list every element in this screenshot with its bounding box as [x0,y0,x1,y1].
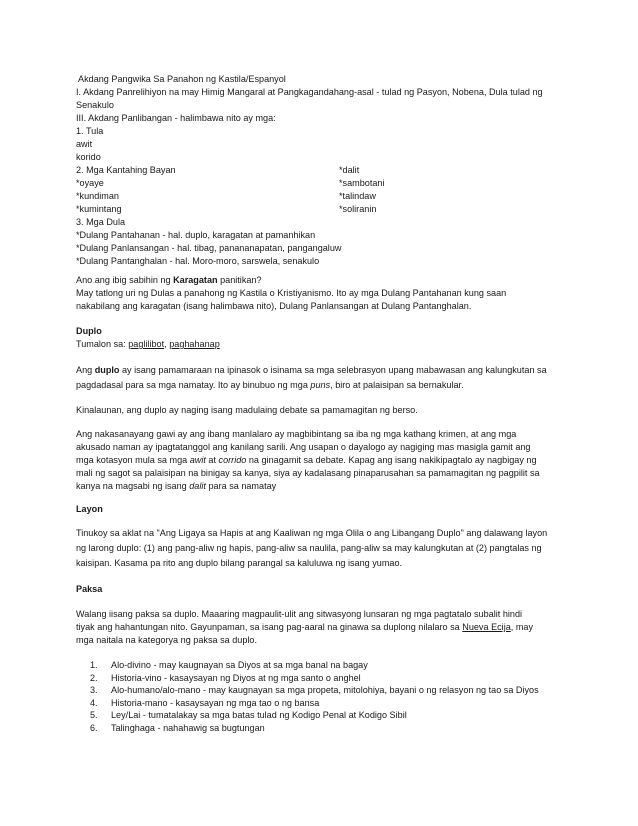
p3-line-1: Ang nakasanayang gawi ay ang ibang manlalaro ay magbibintang sa iba ng mga kathang krimen, at ang mga [76,429,517,439]
p3-line-5-pre: kanya na magsabi ng isang [76,481,190,491]
question-line [76,274,574,287]
p3-line-2: akusado naman ay ipagtatanggol ang kanilang sarili. Ang usapan o dayalogo ay nagiging mas masigla gamit ang [76,442,531,452]
p1-prefix: Ang [76,365,95,375]
p1-puns: puns [310,380,331,390]
p3-line-3-post: na ginagamit sa debate. Kapag ang isang nakikipagtalo ay nagbigay ng [246,455,537,465]
item-3-mga-dula: 3. Mga Dula [76,217,126,227]
section-1-continuation: Senakulo [76,100,114,110]
duplo-paragraph-3 [76,428,574,493]
layon-heading: Layon [76,504,103,514]
list-item-number: 6. [90,722,98,733]
kantahing-row-1 [76,164,574,177]
list-item-text: Alo-humano/alo-mano - may kaugnayan sa mga propeta, mitolohiya, bayani o ng relasyon ng tao sa Diyos [111,685,539,695]
question-suffix: panitikan? [217,275,262,285]
paksa-line-2: tiyak ang hahantungan nito. Gayunpaman, sa isang pag-aaral na ginawa sa duplong nilalaro sa [76,622,463,632]
p3-line-4: mali ng sagot sa palaisipan na binigay sa kanya, siya ay kadalasang pinaparusahan sa pamamagitan ng pagpilit sa [76,468,540,478]
question-term: Karagatan [173,275,218,285]
nueva-ecija-link[interactable]: Nueva Ecija [462,622,511,632]
kantahing-dalit: *dalit [339,165,360,175]
list-item-number: 3. [90,685,98,695]
kantahing-kumintang: *kumintang [76,204,122,214]
list-item-number: 5. [90,710,98,720]
question-prefix: Ano ang ibig sabihin ng [76,275,174,285]
list-item-text: Alo-divino - may kaugnayan sa Diyos at sa mga banal na bagay [111,660,368,670]
item-2-kantahing-bayan: 2. Mga Kantahing Bayan [76,165,176,175]
list-item-number: 1. [90,660,98,670]
section-3-text: III. Akdang Panlibangan - halimbawa nito ay mga: [76,113,276,123]
p1-line-2-post: , biro at palaisipan sa bernakular. [330,380,464,390]
list-item-number: 4. [90,697,98,708]
question-answer-line-1: May tatlong uri ng Dulas a panahong ng Kastila o Kristiyanismo. Ito ay mga Dulang Pantahanan kung saan [76,288,507,298]
kantahing-soliranin: *soliranin [339,204,377,214]
dula-pantanghalan: *Dulang Pantanghalan - hal. Moro-moro, sarswela, senakulo [76,256,320,266]
tumalon-prefix: Tumalon sa: [76,339,129,349]
document-content [76,73,574,734]
paksa-category-list [76,659,574,734]
kantahing-row-2 [76,177,574,190]
question-answer-line-2: nakabilang ang karagatan (isang halimbawa nito), Dulang Panlansangan at Dulang Pantanghalan. [76,301,472,311]
list-item [76,659,574,672]
list-item [76,672,574,685]
paksa-line-2-post: , may [510,622,534,632]
paksa-line-1: Walang iisang paksa sa duplo. Maaaring magpaulit-ulit ang sitwasyong lunsaran ng mga pagtatalo subalit hindi [76,609,523,619]
kantahing-oyaye: *oyaye [76,178,104,188]
duplo-paragraph-1 [76,363,574,393]
link-separator: , [164,339,170,349]
kantahing-sambotani: *sambotani [339,178,385,188]
layon-line-1: Tinukoy sa aklat na "Ang Ligaya sa Hapis at ang Kaaliwan ng mga Olila o ang Libangang Duplo" ang dalawang layon [76,528,548,538]
kantahing-kundiman: *kundiman [76,191,119,201]
p3-line-3-pre: mga kotasyon mula sa mga [76,455,190,465]
tumalon-line [76,338,574,351]
list-item [76,709,574,722]
list-item-text: Talinghaga - nahahawig sa bugtungan [111,722,265,733]
kantahing-row-4 [76,203,574,216]
paksa-paragraph [76,608,574,647]
p1-duplo-term: duplo [94,365,120,375]
kantahing-row-3 [76,190,574,203]
p3-dalit: dalit [189,481,206,491]
list-item-text: Ley/Lai - tumatalakay sa mga batas tulad ng Kodigo Penal at Kodigo Sibil [111,710,407,720]
layon-line-3: kaisipan. Kasama pa rito ang duplo bilang parangal sa kaluluwa ng isang yumao. [76,558,403,568]
item-1-tula: 1. Tula [76,126,104,136]
p3-corrido: corrido [218,455,247,465]
p3-awit: awit [189,455,206,465]
list-item-text: Historia-mano - kasaysayan ng mga tao o ng bansa [111,697,320,708]
layon-line-2: ng larong duplo: (1) ang pang-aliw ng hapis, pang-aliw sa naulila, pang-aliw sa may kalungkutan at (2) pangtalas ng [76,543,542,553]
list-item [76,722,574,735]
kantahing-talindaw: *talindaw [339,191,376,201]
item-1-awit: awit [76,139,93,149]
list-item-number: 2. [90,672,98,683]
p3-line-5-post: para sa namatay [205,481,277,491]
dula-pantahanan: *Dulang Pantahanan - hal. duplo, karagatan at pamanhikan [76,230,316,240]
duplo-paragraph-2: Kinalaunan, ang duplo ay naging isang madulaing debate sa pamamagitan ng berso. [76,405,418,415]
p1-line-2-pre: pagdadasal para sa mga namatay. Ito ay binubuo ng mga [76,380,311,390]
paghahanap-link[interactable]: paghahanap [169,339,220,349]
list-item [76,684,574,697]
item-1-korido: korido [76,152,101,162]
p3-at: at [205,455,219,465]
section-1-text: I. Akdang Panrelihiyon na may Himig Mangaral at Pangkagandahang-asal - tulad ng Pasyon, Nobena, Dula tulad ng [76,87,543,97]
list-item [76,697,574,710]
duplo-heading: Duplo [76,326,102,336]
paksa-line-3: mga naitala na kategorya ng paksa sa duplo. [76,635,257,645]
layon-paragraph [76,526,574,571]
paksa-heading: Paksa [76,584,103,594]
p1-line-1: ay isang pamamaraan na ipinasok o isinama sa mga selebrasyon upang mabawasan ang kalungkutan sa [119,365,547,375]
paglilibot-link[interactable]: paglilibot [128,339,165,349]
dula-panlansangan: *Dulang Panlansangan - hal. tibag, panananapatan, pangangaluw [76,243,342,253]
document-title: Akdang Pangwika Sa Panahon ng Kastila/Espanyol [76,74,286,84]
list-item-text: Historia-vino - kasaysayan ng Diyos at ng mga santo o anghel [111,672,361,683]
